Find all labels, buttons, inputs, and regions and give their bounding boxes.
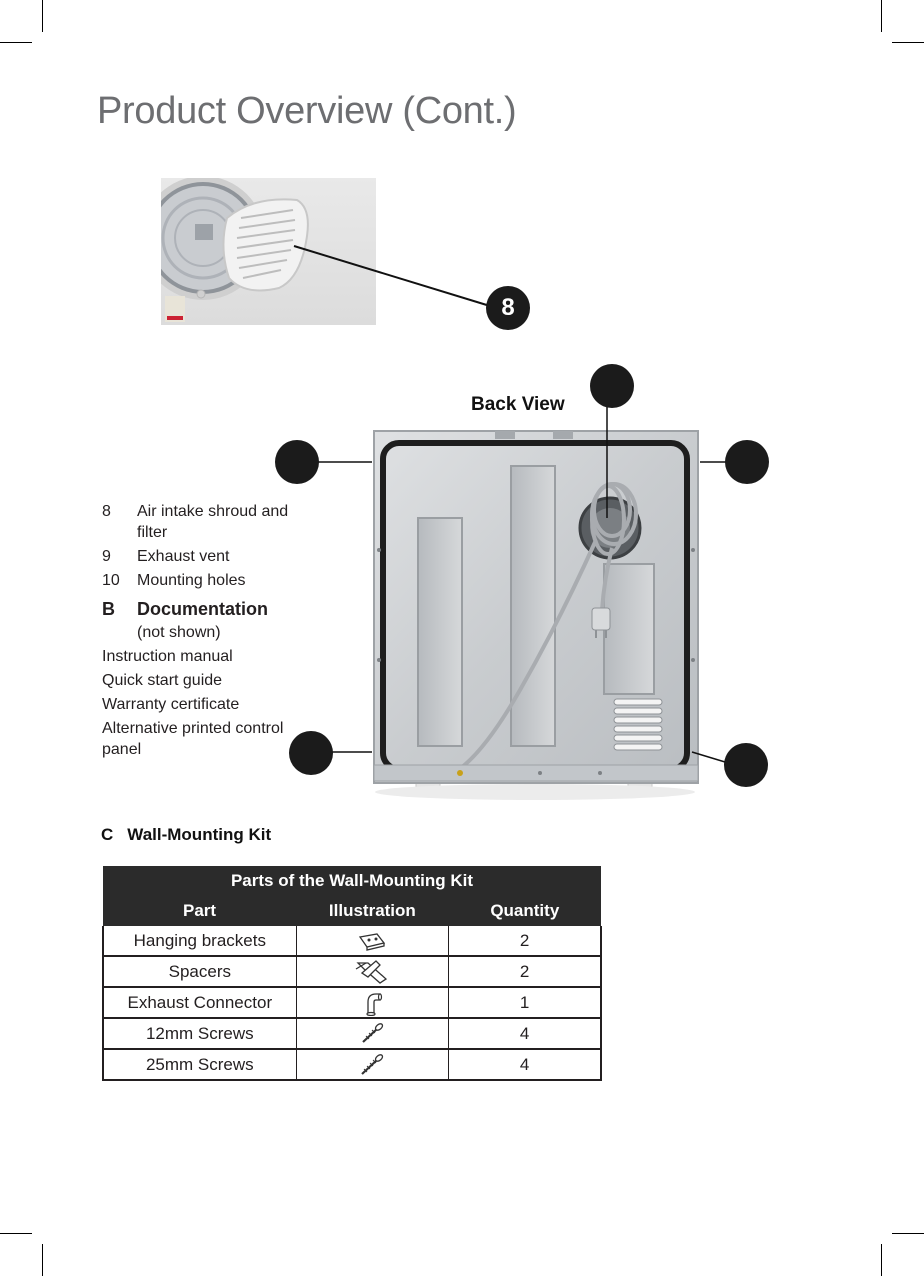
table-row <box>103 987 601 1018</box>
illustration-cell <box>296 987 448 1018</box>
illustration-cell <box>296 956 448 987</box>
callout-8: 8 <box>486 286 530 330</box>
section-title: Wall-Mounting Kit <box>127 825 272 844</box>
page-title: Product Overview (Cont.) <box>97 90 517 132</box>
quantity-cell: 4 <box>449 1049 601 1080</box>
part-cell: Hanging brackets <box>103 926 296 956</box>
part-cell: 12mm Screws <box>103 1018 296 1049</box>
table-row <box>103 956 601 987</box>
column-header-part: Part <box>103 896 296 926</box>
item-text: Exhaust vent <box>137 548 230 565</box>
quantity-cell: 1 <box>449 987 601 1018</box>
back-view-title: Back View <box>471 394 565 415</box>
table-row <box>103 1049 601 1080</box>
section-letter: C <box>101 825 114 844</box>
quantity-cell: 2 <box>449 926 601 956</box>
illustration-cell <box>296 926 448 956</box>
table-caption: Parts of the Wall-Mounting Kit <box>103 866 601 896</box>
illustration-cell <box>296 1049 448 1080</box>
list-item: Alternative printed control <box>102 720 284 737</box>
column-header-illustration: Illustration <box>296 896 448 926</box>
item-text: Mounting holes <box>137 572 246 589</box>
spacer-icon <box>352 959 392 985</box>
part-cell: Exhaust Connector <box>103 987 296 1018</box>
section-letter: B <box>102 599 115 619</box>
item-number: 9 <box>102 548 111 565</box>
table-row <box>103 1018 601 1049</box>
list-item: Warranty certificate <box>102 696 240 713</box>
bracket-icon <box>357 931 387 951</box>
screw-icon <box>359 1054 385 1076</box>
section-c-heading <box>101 825 271 845</box>
quantity-cell: 2 <box>449 956 601 987</box>
screw-icon <box>359 1023 385 1045</box>
item-text: Air intake shroud and <box>137 503 289 520</box>
column-header-quantity: Quantity <box>449 896 601 926</box>
item-text: filter <box>137 524 168 541</box>
part-cell: Spacers <box>103 956 296 987</box>
list-item: Instruction manual <box>102 648 233 665</box>
exhaust-connector-icon <box>360 990 384 1016</box>
subtitle-text: (not shown) <box>137 624 221 641</box>
list-item: panel <box>102 741 142 758</box>
item-number: 10 <box>102 572 120 589</box>
table-row <box>103 926 601 956</box>
illustration-cell <box>296 1018 448 1049</box>
kit-table <box>102 866 602 1081</box>
section-title: Documentation <box>137 599 269 619</box>
part-cell: 25mm Screws <box>103 1049 296 1080</box>
list-item: Quick start guide <box>102 672 223 689</box>
quantity-cell: 4 <box>449 1018 601 1049</box>
item-number: 8 <box>102 503 111 520</box>
